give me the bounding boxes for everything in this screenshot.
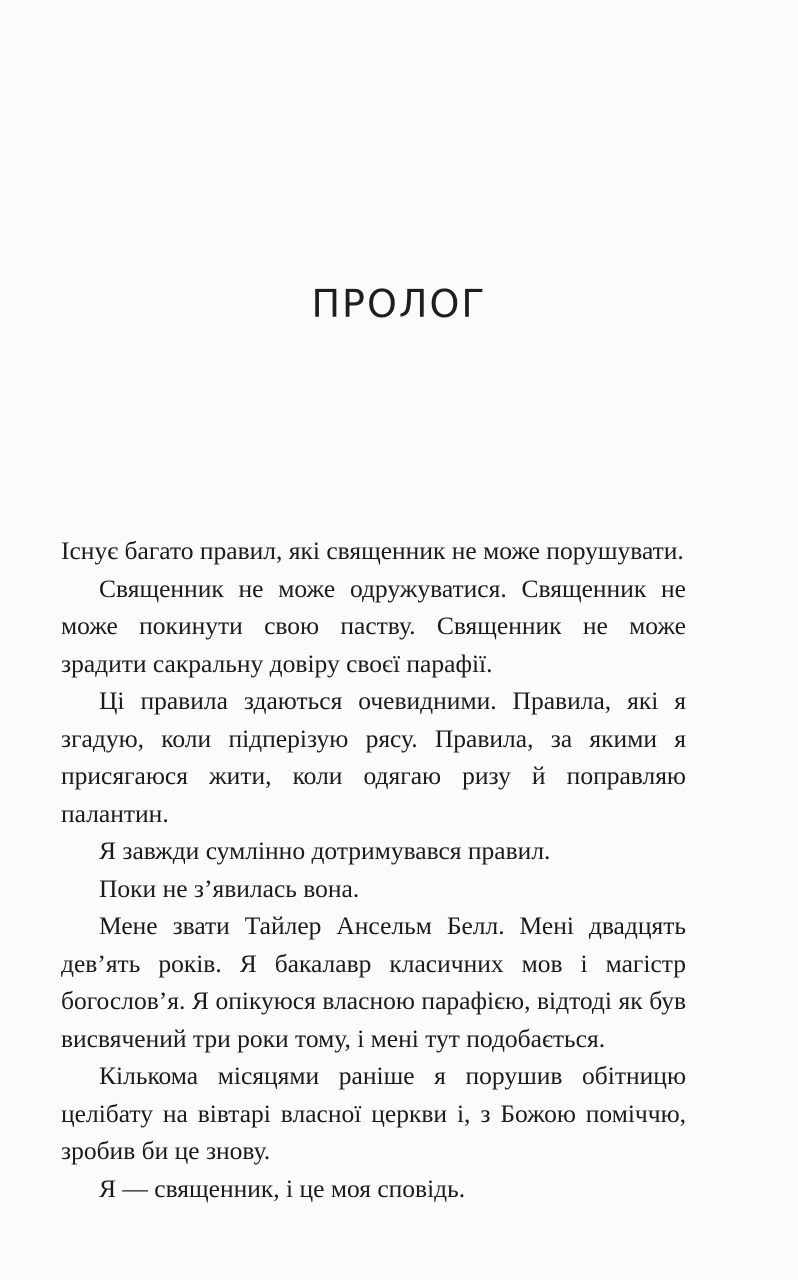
paragraph: Існує багато правил, які священник не може порушувати.	[61, 536, 684, 565]
chapter-title: ПРОЛОГ	[311, 282, 487, 326]
paragraph: Я завжди сумлінно дотримувався правил.	[99, 836, 551, 865]
paragraph: Мене звати Тайлер Ансельм Белл. Мені двадцять дев’ять років. Я бакалавр класичних мов і магістр богослов’я. Я опікуюся власною парафією, відтоді як був висвячений три роки тому, і мені тут подобається.	[61, 911, 686, 1053]
paragraph: Священник не може одружуватися. Священник не може покинути свою паству. Священник не може зрадити сакральну довіру своєї парафії.	[61, 573, 686, 678]
paragraph: Я — священник, і це моя сповідь.	[99, 1173, 466, 1203]
chapter-text	[61, 532, 686, 1207]
paragraph: Поки не з’явилась вона.	[99, 873, 360, 903]
paragraph: Ці правила здаються очевидними. Правила, які я згадую, коли підперізую рясу. Правила, за якими я присягаюся жити, коли одягаю ризу й поправляю палантин.	[61, 686, 686, 828]
paragraph: Кількома місяцями раніше я порушив обітницю целібату на вівтарі власної церкви і, з Божою поміччю, зробив би це знову.	[61, 1061, 686, 1165]
